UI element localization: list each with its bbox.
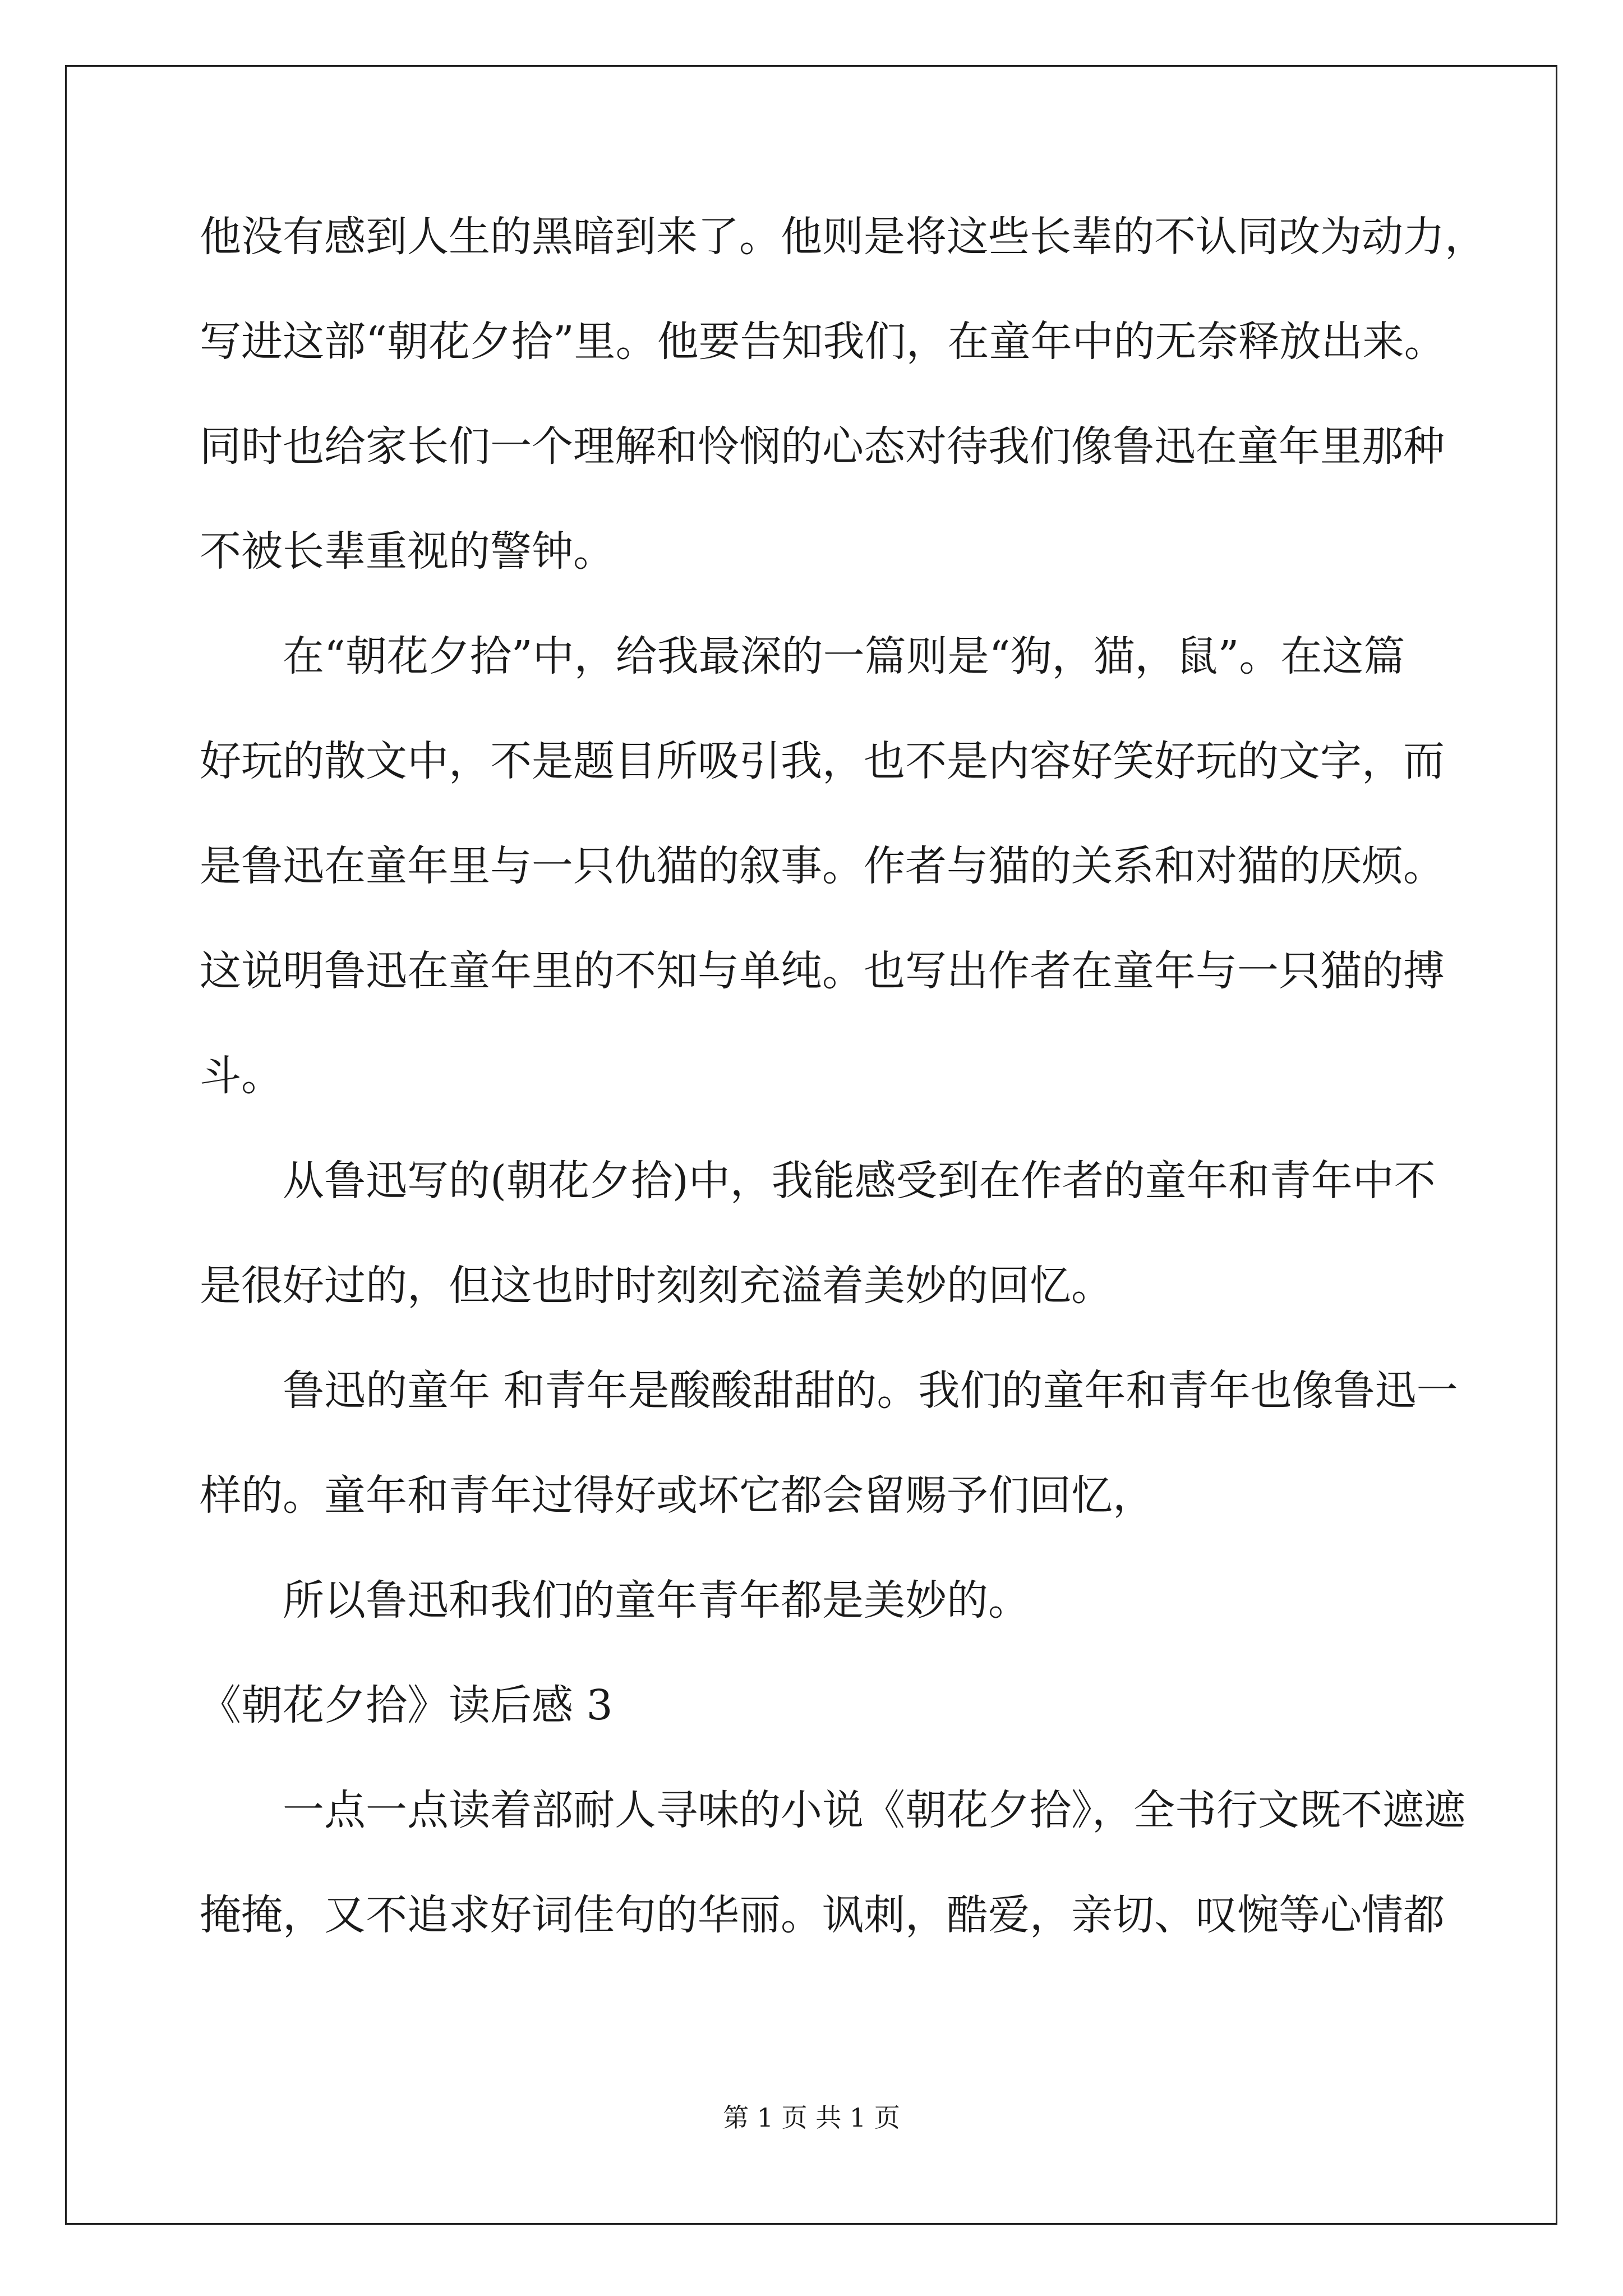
text-line: 同时也给家长们一个理解和怜悯的心态对待我们像鲁迅在童年里那种 [200, 422, 1445, 471]
text-line: 是鲁迅在童年里与一只仇猫的叙事。作者与猫的关系和对猫的厌烦。 [200, 842, 1445, 890]
text-line: 在“朝花夕拾”中，给我最深的一篇则是“狗，猫，鼠”。在这篇 [283, 632, 1405, 680]
text-line: 从鲁迅写的(朝花夕拾)中，我能感受到在作者的童年和青年中不 [283, 1157, 1436, 1205]
text-line: 是很好过的，但这也时时刻刻充溢着美妙的回忆。 [200, 1262, 1113, 1310]
section-heading: 《朝花夕拾》读后感 3 [200, 1681, 613, 1729]
text-line: 鲁迅的童年 和青年是酸酸甜甜的。我们的童年和青年也像鲁迅一 [283, 1366, 1458, 1415]
text-line: 所以鲁迅和我们的童年青年都是美妙的。 [283, 1576, 1030, 1625]
text-line: 样的。童年和青年过得好或坏它都会留赐予们回忆， [200, 1471, 1154, 1520]
page-number: 第 1 页 共 1 页 [723, 2102, 900, 2133]
text-line: 好玩的散文中，不是题目所吸引我，也不是内容好笑好玩的文字，而 [200, 737, 1445, 785]
text-line: 斗。 [200, 1052, 283, 1100]
text-line: 一点一点读着部耐人寻味的小说《朝花夕拾》，全书行文既不遮遮 [283, 1786, 1465, 1834]
text-line: 不被长辈重视的警钟。 [200, 527, 615, 576]
text-line: 写进这部“朝花夕拾”里。他要告知我们，在童年中的无奈释放出来。 [200, 318, 1446, 366]
text-line: 这说明鲁迅在童年里的不知与单纯。也写出作者在童年与一只猫的搏 [200, 947, 1445, 995]
text-line: 掩掩，又不追求好词佳句的华丽。讽刺，酷爱，亲切、叹惋等心情都 [200, 1891, 1445, 1939]
text-line: 他没有感到人生的黑暗到来了。他则是将这些长辈的不认同改为动力， [200, 213, 1486, 261]
